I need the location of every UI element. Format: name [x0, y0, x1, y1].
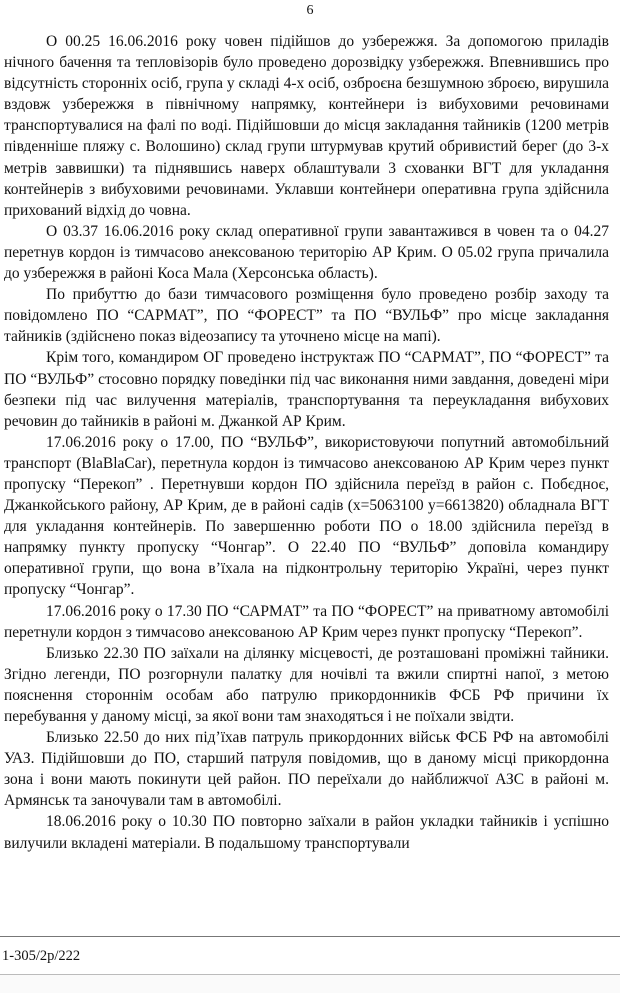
paragraph: По прибуттю до бази тимчасового розміщення було проведено розбір заходу та повідомлено ПО “САРМАТ”, ПО “ФОРЕСТ” та ПО “ВУЛЬФ” про місце закладання тайників (здійснено показ відеозапису та уточнено місце на мапі).: [4, 286, 609, 346]
paragraph: Близько 22.50 до них під’їхав патруль прикордонних військ ФСБ РФ на автомобілі УАЗ. Підійшовши до ПО, старший патруля повідомив, що в даному місці прикордонна зона і вони мають покинути цей район. ПО переїхали до найближчої АЗС в районі м. Армянськ та заночували там в автомобілі.: [4, 729, 609, 810]
document-code: 1-305/2р/222: [2, 948, 81, 964]
paragraph: О 03.37 16.06.2016 року склад оперативної групи завантажився в човен та о 04.27 перетнув кордон із тимчасово анексованою територію АР Крим. О 05.02 група причалила до узбережжя в районі Коса Мала (Херсонська область).: [4, 222, 609, 283]
page-footer: [0, 936, 620, 993]
paragraph: Крім того, командиром ОГ проведено інструктаж ПО “САРМАТ”, ПО “ФОРЕСТ” та ПО “ВУЛЬФ” стосовно порядку поведінки під час виконання ними завдання, доведені міри безпеки під час вилучення матеріалів, транспортування та переукладання вибухових речовин до тайників в районі м. Джанкой АР Крим.: [4, 349, 609, 430]
paragraph: 17.06.2016 року о 17.30 ПО “САРМАТ” та ПО “ФОРЕСТ” на приватному автомобілі перетнули кордон з тимчасово анексованою АР Крим через пункт пропуску “Перекоп”.: [4, 602, 609, 641]
paragraph: О 00.25 16.06.2016 року човен підійшов до узбережжя. За допомогою приладів нічного бачення та тепловізорів було проведено дорозвідку узбережжя. Впевнившись про відсутність сторонніх осіб, група у складі 4-х осіб, озброєна безшумною зброєю, вирушила вздовж узбережжя в північному напрямку, контейнери із вибуховими речовинами транспортувалися на фалі по воді. Підійшовши до місця закладання тайників (1200 метрів південніше пляжу с. Волошино) склад групи штурмував крутий обривистий берег (до 3-х метрів заввишки) та піднявшись наверх облаштували 3 схованки ВГТ для укладання контейнерів з вибуховими речовинами. Уклавши контейнери оперативна група здійснила прихований відхід до човна.: [4, 33, 609, 219]
paragraph: Близько 22.30 ПО заїхали на ділянку місцевості, де розташовані проміжні тайники. Згідно легенди, ПО розгорнули палатку для ночівлі та вжили спиртні напої, з метою пояснення стороннім особам або патрулю прикордонників ФСБ РФ причини їх перебування у даному місці, за якої вони там знаходяться і не поїхали звідти.: [4, 644, 609, 725]
paragraph: 18.06.2016 року о 10.30 ПО повторно заїхали в район укладки тайників і успішно вилучили вкладені матеріали. В подальшому транспортували: [4, 813, 609, 852]
footer-field: [0, 974, 620, 993]
document-body: [4, 31, 609, 854]
paragraph: 17.06.2016 року о 17.00, ПО “ВУЛЬФ”, використовуючи попутний автомобільний транспорт (BlaBlaCar), перетнула кордон із тимчасово анексованою АР Крим через пункт пропуску “Перекоп” . Перетнувши кордон ПО здійснила переїзд в район с. Побєдноє, Джанкойського району, АР Крим, де в районі садів (x=5063100 y=6613820) обладнала ВГТ для укладання контейнерів. По завершенню роботи ПО о 18.00 здійснила переїзд в напрямку пункту пропуску “Чонгар”. О 22.40 ПО “ВУЛЬФ” доповіла командиру оперативної групи, що вона в’їхала на підконтрольну територію Україні, через пункт пропуску “Чонгар”.: [4, 433, 609, 599]
page-number: 6: [306, 3, 314, 18]
